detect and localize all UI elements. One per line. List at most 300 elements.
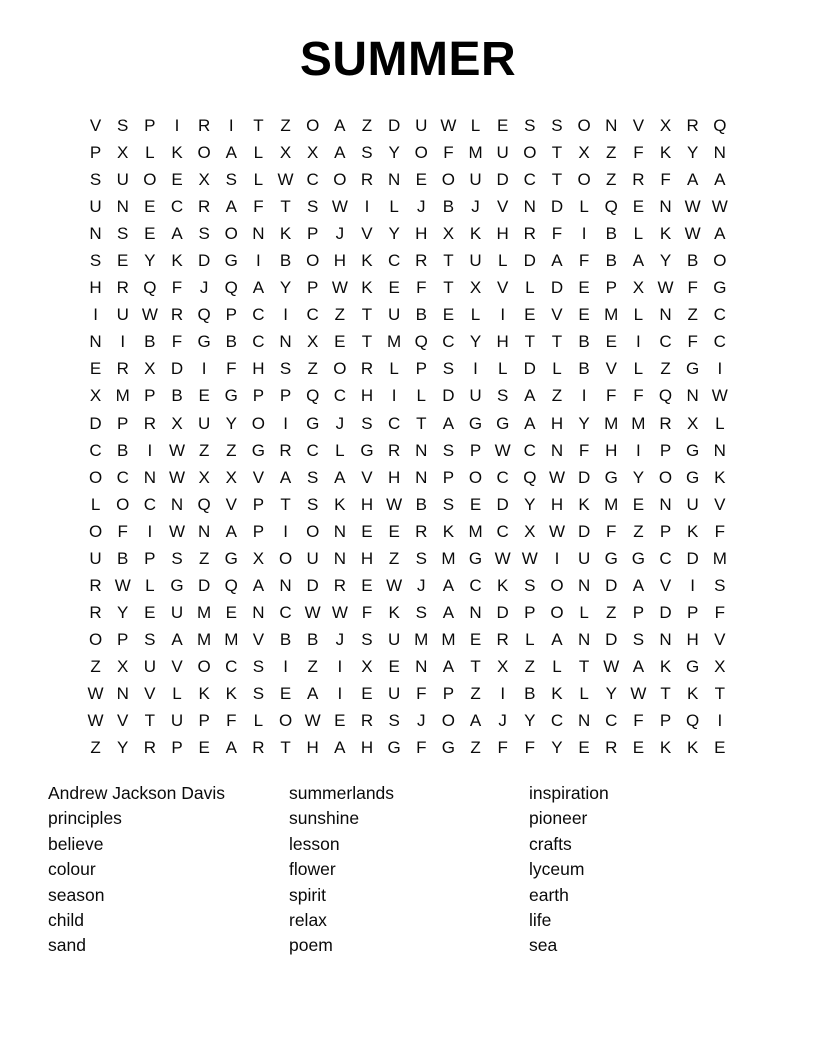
grid-letter: I [283,305,288,325]
grid-letter: B [117,548,129,568]
grid-letter: P [632,602,645,622]
grid-letter: E [632,494,645,514]
grid-letter: H [387,467,401,487]
grid-letter: N [686,386,699,406]
grid-letter: Q [523,467,537,487]
grid-letter: T [280,197,291,217]
grid-letter: N [252,224,265,244]
grid-letter: O [306,251,320,271]
grid-letter: R [659,413,672,433]
word-list-item: relax [289,910,327,931]
grid-letter: J [335,413,345,433]
grid-letter: Z [524,656,536,676]
grid-letter: Z [606,170,617,190]
word-list-item: spirit [289,884,326,905]
grid-letter: Q [143,278,157,298]
grid-letter: K [497,575,509,595]
puzzle-title: SUMMER [299,33,517,86]
grid-letter: H [89,278,102,298]
grid-letter: G [360,440,374,460]
grid-letter: U [415,116,428,135]
grid-letter: W [711,386,728,406]
grid-letter: P [144,386,156,406]
grid-letter: V [361,467,373,487]
grid-letter: V [659,575,672,595]
grid-letter: W [331,602,348,622]
grid-letter: O [251,413,266,433]
grid-letter: C [469,575,482,595]
grid-letter: E [198,386,210,406]
grid-letter: I [283,656,288,676]
grid-letter: G [251,440,266,460]
grid-letter: W [141,305,158,325]
grid-letter: F [714,521,725,541]
grid-letter: W [494,440,511,460]
grid-letter: S [89,251,102,271]
grid-letter: T [660,683,671,703]
grid-letter: H [333,251,346,271]
grid-letter: R [116,359,129,379]
grid-letter: Z [606,143,617,163]
grid-letter: K [686,683,699,703]
grid-letter: A [551,251,563,271]
grid-letter: W [331,278,348,298]
grid-letter: W [331,197,348,217]
grid-letter: Q [686,711,700,731]
grid-letter: W [684,197,701,217]
grid-letter: S [307,197,319,217]
grid-letter: W [87,683,104,703]
word-list-item: earth [529,884,569,905]
grid-letter: N [713,143,726,163]
grid-letter: W [386,575,403,595]
grid-letter: L [525,629,535,649]
grid-letter: B [605,251,617,271]
grid-letter: Q [604,197,618,217]
grid-letter: C [387,413,401,433]
grid-letter: T [144,711,156,731]
grid-letter: N [605,116,618,135]
grid-letter: V [632,116,645,135]
grid-letter: V [171,656,183,676]
grid-letter: U [496,143,509,163]
grid-letter: K [686,521,699,541]
grid-letter: I [228,116,234,135]
grid-letter: G [441,738,456,758]
grid-letter: B [442,197,455,217]
grid-letter: H [360,548,374,568]
grid-letter: D [496,494,509,514]
grid-letter: L [470,305,481,325]
grid-letter: L [253,711,264,731]
grid-letter: K [225,683,237,703]
grid-letter: Y [578,413,590,433]
grid-letter: X [686,413,699,433]
grid-letter: O [306,521,320,541]
grid-letter: F [117,521,128,541]
grid-letter: C [279,602,292,622]
grid-letter: X [578,143,590,163]
grid-letter: W [87,711,104,731]
grid-letter: N [713,440,726,460]
grid-letter: T [253,116,264,135]
grid-letter: Z [388,548,400,568]
word-list [48,781,609,959]
grid-letter: O [88,467,103,487]
grid-letter: T [551,170,563,190]
grid-letter: R [632,170,645,190]
grid-letter: I [581,224,587,244]
grid-letter: A [686,170,699,190]
grid-letter: F [687,278,698,298]
grid-letter: G [686,359,700,379]
grid-letter: A [551,629,563,649]
grid-letter: L [633,305,644,325]
grid-letter: M [468,521,483,541]
grid-letter: P [442,467,455,487]
grid-letter: E [578,305,590,325]
word-list-column [529,781,609,959]
grid-letter: A [225,521,237,541]
grid-letter: W [440,116,457,135]
grid-letter: D [577,521,591,541]
grid-letter: K [334,494,346,514]
grid-letter: J [417,711,426,731]
grid-letter: F [633,711,644,731]
grid-letter: L [335,440,345,460]
grid-letter: D [197,251,211,271]
grid-letter: B [415,494,427,514]
grid-letter: T [470,656,481,676]
grid-letter: V [605,359,617,379]
grid-letter: J [335,224,345,244]
grid-letter: X [632,278,645,298]
grid-letter: N [170,494,184,514]
grid-letter: L [525,278,535,298]
grid-letter: I [147,521,153,541]
grid-letter: K [361,251,373,271]
grid-letter: O [441,711,456,731]
grid-letter: Z [198,440,210,460]
grid-letter: A [442,575,455,595]
grid-letter: L [389,359,399,379]
grid-letter: I [690,575,696,595]
grid-letter: L [552,359,562,379]
grid-letter: Y [524,711,536,731]
grid-letter: K [388,602,400,622]
grid-letter: R [252,738,265,758]
grid-letter: D [197,575,211,595]
grid-letter: H [360,494,374,514]
grid-letter: A [252,278,265,298]
grid-letter: C [225,656,238,676]
grid-letter: O [713,251,727,271]
grid-letter: P [117,413,129,433]
grid-letter: X [361,656,373,676]
grid-letter: G [306,413,320,433]
grid-letter: E [144,197,156,217]
grid-letter: L [90,494,101,514]
grid-letter: W [277,170,294,190]
grid-letter: S [252,656,265,676]
grid-letter: Y [551,738,563,758]
grid-letter: H [550,494,564,514]
grid-letter: X [252,548,265,568]
grid-letter: V [497,278,509,298]
grid-letter: E [578,738,590,758]
grid-letter: U [686,494,699,514]
grid-letter: A [171,224,183,244]
grid-letter: M [631,413,646,433]
grid-letter: F [606,521,617,541]
grid-letter: W [684,224,701,244]
grid-letter: N [659,494,672,514]
grid-letter: Y [225,413,237,433]
grid-letter: C [442,332,455,352]
grid-letter: P [117,629,129,649]
word-list-item: season [48,884,105,905]
grid-letter: A [632,575,645,595]
grid-letter: Z [660,359,671,379]
grid-letter: Z [687,305,698,325]
grid-letter: D [550,278,564,298]
grid-letter: A [307,683,319,703]
grid-letter: K [551,683,563,703]
grid-letter: I [717,711,723,731]
grid-letter: U [469,251,482,271]
grid-letter: C [306,440,319,460]
grid-letter: D [496,602,509,622]
grid-letter: V [361,224,373,244]
grid-letter: W [548,467,565,487]
grid-letter: L [579,602,589,622]
grid-letter: W [603,656,620,676]
grid-letter: S [632,629,645,649]
grid-letter: X [171,413,183,433]
grid-letter: E [632,197,645,217]
grid-letter: O [278,711,293,731]
grid-letter: V [252,629,265,649]
grid-letter: V [144,683,156,703]
grid-letter: E [144,224,156,244]
grid-letter: P [442,683,455,703]
grid-letter: M [604,413,619,433]
grid-letter: M [387,332,402,352]
grid-letter: X [659,116,672,135]
grid-letter: F [416,738,427,758]
grid-letter: W [711,197,728,217]
grid-letter: Q [224,575,238,595]
word-list-item: sea [529,935,558,956]
grid-letter: G [686,467,700,487]
grid-letter: S [225,170,237,190]
grid-letter: S [524,116,536,135]
grid-letter: W [304,602,321,622]
grid-letter: D [89,413,102,433]
grid-letter: P [144,548,156,568]
grid-letter: K [442,521,455,541]
grid-letter: K [279,224,292,244]
grid-letter: K [171,143,183,163]
grid-letter: C [713,332,726,352]
grid-letter: M [224,629,239,649]
grid-letter: C [333,386,346,406]
grid-letter: W [168,467,186,487]
grid-letter: U [387,629,401,649]
grid-letter: W [548,521,565,541]
grid-letter: L [470,116,481,135]
grid-letter: S [307,467,319,487]
grid-letter: V [714,629,726,649]
grid-letter: M [604,305,619,325]
grid-letter: J [199,278,209,298]
grid-letter: F [361,602,373,622]
grid-letter: S [117,224,129,244]
grid-letter: D [496,170,509,190]
grid-letter: T [416,413,427,433]
grid-letter: X [225,467,237,487]
grid-letter: X [497,656,509,676]
word-list-item: poem [289,935,333,956]
grid-letter: O [550,575,564,595]
grid-letter: U [170,602,184,622]
grid-letter: Y [117,738,129,758]
grid-letter: T [578,656,590,676]
grid-letter: N [143,467,156,487]
grid-letter: D [170,359,184,379]
grid-letter: P [307,224,319,244]
grid-letter: D [605,575,618,595]
grid-letter: R [279,440,292,460]
grid-letter: N [550,440,564,460]
grid-letter: N [415,656,428,676]
grid-letter: E [578,278,590,298]
grid-letter: F [226,359,237,379]
grid-letter: U [89,548,102,568]
grid-letter: A [714,224,726,244]
grid-letter: E [198,738,210,758]
grid-letter: F [253,197,264,217]
grid-letter: U [387,683,401,703]
grid-letter: L [416,386,426,406]
grid-letter: Y [117,602,129,622]
grid-letter: N [523,197,536,217]
grid-letter: Y [388,224,400,244]
letter-grid [82,112,733,761]
grid-letter: L [253,170,264,190]
word-list-column [289,781,529,959]
grid-letter: L [579,197,589,217]
grid-letter: S [89,170,102,190]
word-list-item: believe [48,833,104,854]
grid-letter: Z [226,440,237,460]
grid-letter: I [554,548,560,568]
grid-letter: O [278,548,293,568]
grid-letter: X [198,170,210,190]
grid-letter: L [497,359,508,379]
grid-letter: C [306,170,319,190]
grid-letter: X [714,656,726,676]
word-list-item: pioneer [529,808,588,829]
grid-letter: C [306,305,319,325]
grid-letter: J [335,629,345,649]
grid-letter: L [497,251,508,271]
grid-letter: R [360,711,374,731]
grid-letter: E [388,656,400,676]
grid-letter: A [334,738,346,758]
grid-letter: G [686,656,700,676]
grid-letter: L [172,683,182,703]
grid-letter: I [581,386,587,406]
grid-letter: E [632,738,645,758]
grid-letter: S [524,575,536,595]
grid-letter: C [550,711,564,731]
grid-letter: E [714,738,726,758]
grid-letter: A [225,738,237,758]
grid-letter: K [198,683,210,703]
grid-letter: U [387,305,401,325]
grid-letter: O [441,170,456,190]
grid-letter: T [280,738,291,758]
grid-letter: Y [144,251,156,271]
grid-letter: N [89,332,102,352]
grid-letter: L [145,575,155,595]
grid-letter: C [659,548,672,568]
grid-letter: R [197,116,211,135]
grid-letter: X [469,278,482,298]
grid-letter: Z [307,656,318,676]
word-list-item: colour [48,859,96,880]
grid-letter: Z [551,386,563,406]
grid-letter: M [197,629,212,649]
grid-letter: C [523,440,536,460]
grid-letter: K [686,738,699,758]
grid-letter: J [417,575,426,595]
grid-letter: K [578,494,590,514]
grid-letter: P [605,278,617,298]
grid-letter: X [279,143,292,163]
grid-letter: G [496,413,510,433]
grid-letter: C [496,467,509,487]
grid-letter: N [469,602,482,622]
word-list-item: life [529,910,552,931]
grid-letter: C [496,521,509,541]
grid-letter: P [252,386,265,406]
grid-letter: N [116,197,129,217]
grid-letter: H [496,224,509,244]
grid-letter: R [605,738,618,758]
grid-letter: I [120,332,126,352]
grid-letter: S [361,413,373,433]
grid-letter: V [225,494,237,514]
grid-letter: D [523,251,536,271]
grid-letter: E [171,170,183,190]
grid-letter: E [415,170,427,190]
word-list-item: sand [48,935,86,956]
grid-letter: P [252,521,265,541]
grid-letter: I [500,305,506,325]
grid-letter: E [334,332,346,352]
grid-letter: T [551,143,563,163]
grid-letter: B [171,386,183,406]
grid-letter: O [88,629,103,649]
grid-letter: D [523,359,536,379]
grid-letter: S [361,629,373,649]
grid-letter: H [605,440,618,460]
grid-letter: M [197,602,212,622]
grid-letter: R [360,359,374,379]
grid-letter: N [279,575,292,595]
